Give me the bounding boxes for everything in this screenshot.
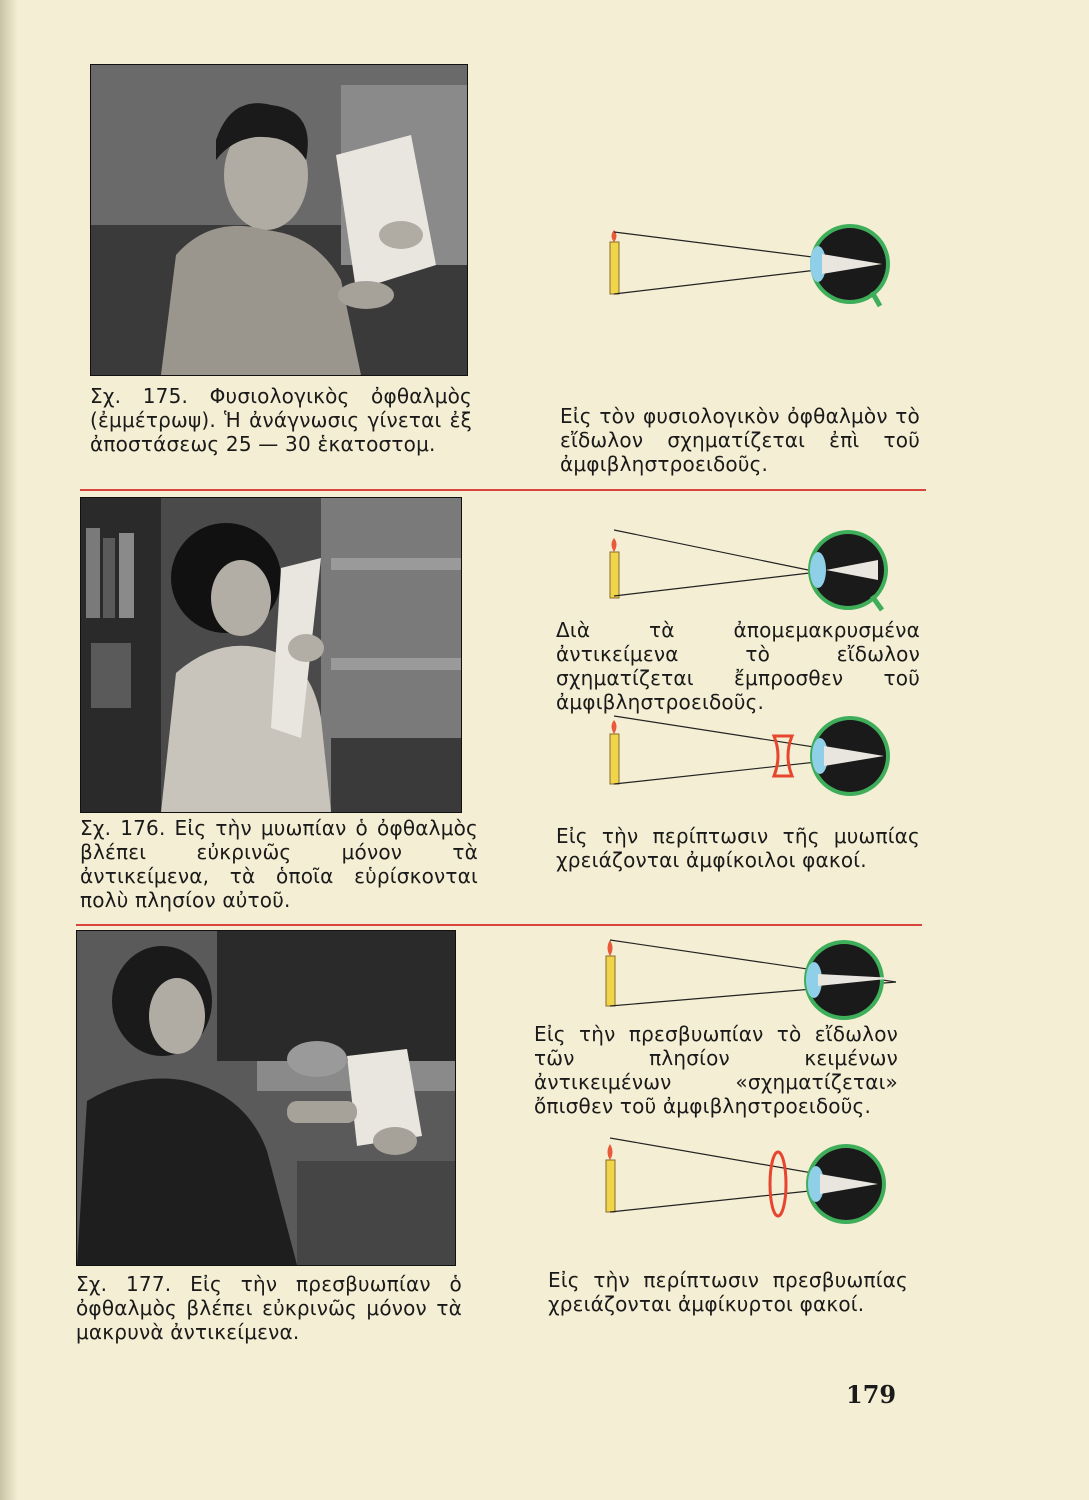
section-divider-1 xyxy=(80,489,926,491)
myopia-far-object-note: Διὰ τὰ ἀπομεμακρυσμένα ἀντικείμενα τὸ εἴδωλον σχηματίζεται ἔμπροσθεν τοῦ ἀμφιβληστροειδοῦς. xyxy=(556,618,920,714)
figure-175-caption: Σχ. 175. Φυσιολογικὸς ὀφθαλμὸς (ἐμμέτρωψ). Ἡ ἀνάγνωσις γίνεται ἐξ ἀποστάσεως 25 — 30 ἑκατοστομ. xyxy=(90,384,472,456)
myopia-eye-diagram xyxy=(600,524,900,618)
section-divider-2 xyxy=(76,924,922,926)
figure-176-caption: Σχ. 176. Εἰς τὴν μυωπίαν ὁ ὀφθαλμὸς βλέπει εὐκρινῶς μόνον τὰ ἀντικείμενα, τὰ ὁποῖα εὑρίσκονται πολὺ πλησίον αὐτοῦ. xyxy=(80,816,478,912)
presbyopia-near-object-note: Εἰς τὴν πρεσβυωπίαν τὸ εἴδωλον τῶν πλησίον κειμένων ἀντικειμένων «σχηματίζεται» ὄπισθεν τοῦ ἀμφιβληστροειδοῦς. xyxy=(534,1022,898,1118)
presbyopia-corrective-lens-diagram xyxy=(596,1130,906,1234)
page-number: 179 xyxy=(846,1380,897,1409)
normal-eye-note: Εἰς τὸν φυσιολογικὸν ὀφθαλμὸν τὸ εἴδωλον σχηματίζεται ἐπὶ τοῦ ἀμφιβληστροειδοῦς. xyxy=(560,404,920,476)
presbyopia-lens-note: Εἰς τὴν περίπτωσιν πρεσβυωπίας χρειάζονται ἀμφίκυρτοι φακοί. xyxy=(548,1268,908,1316)
myopia-corrective-lens-diagram xyxy=(600,708,900,802)
page-gutter-shadow xyxy=(0,0,18,1500)
figure-177-caption: Σχ. 177. Εἰς τὴν πρεσβυωπίαν ὁ ὀφθαλμὸς βλέπει εὐκρινῶς μόνον τὰ μακρυνὰ ἀντικείμενα. xyxy=(76,1272,462,1344)
myopia-lens-note: Εἰς τὴν περίπτωσιν τῆς μυωπίας χρειάζονται ἀμφίκοιλοι φακοί. xyxy=(556,824,920,872)
photo-man-reading-presbyopia xyxy=(76,930,456,1266)
normal-eye-diagram xyxy=(600,220,900,314)
photo-woman-reading-normal-eye xyxy=(90,64,468,376)
presbyopia-eye-diagram xyxy=(596,930,906,1024)
photo-woman-reading-myopia xyxy=(80,497,462,813)
